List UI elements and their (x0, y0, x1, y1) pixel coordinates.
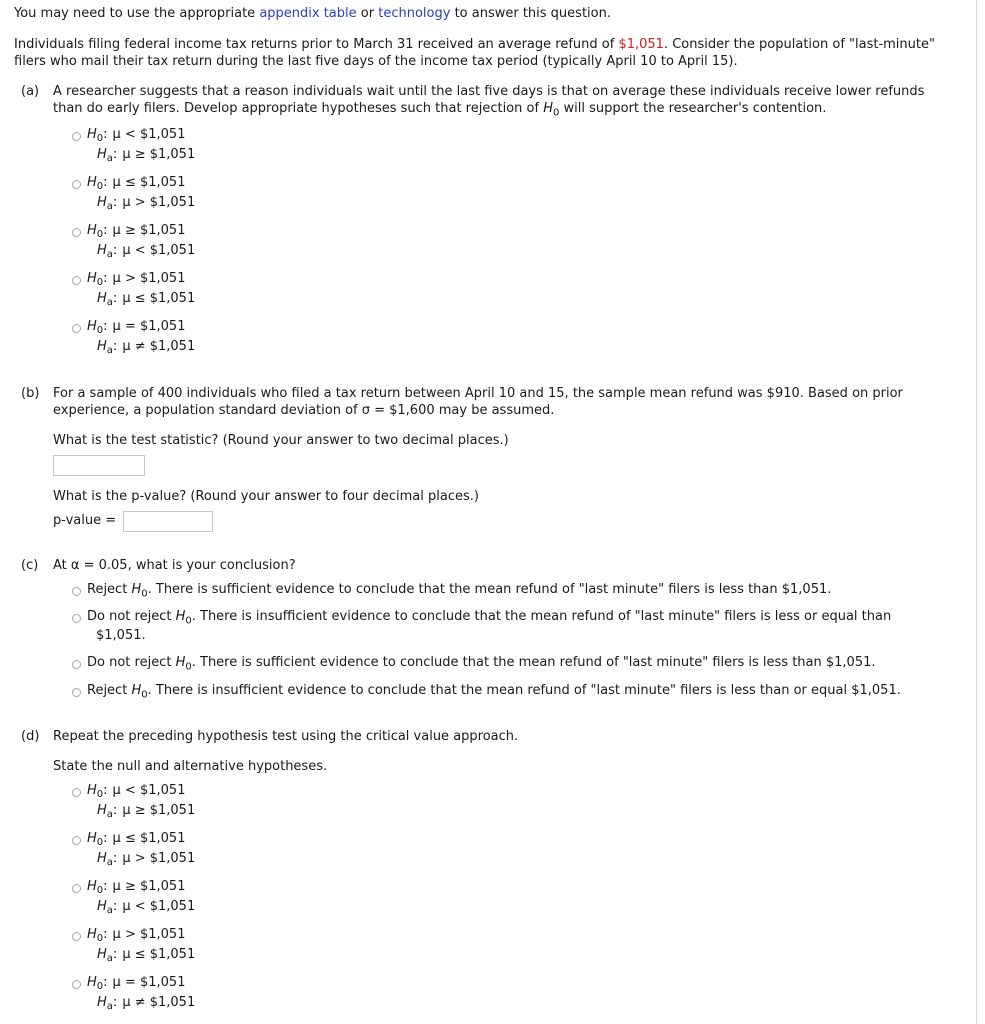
conclusion-text: . There is insufficient evidence to conclude that the mean refund of "last minute" filers is less than or equal $1,051. (147, 683, 901, 698)
h0-symbol: H (131, 683, 142, 698)
h0-subscript: 0 (96, 837, 104, 848)
page-right-border (976, 0, 977, 1024)
ha-symbol: H (97, 243, 107, 258)
intro-mid: or (360, 6, 375, 21)
h0-subscript: 0 (96, 325, 104, 336)
part-a-line2-pre: than do early filers. Develop appropriate hypotheses such that rejection of (53, 101, 540, 116)
ha-symbol: H (97, 947, 107, 962)
part-d-h0-line-2 (87, 831, 185, 848)
ha-symbol: H (97, 147, 107, 162)
ha-expression: μ > $1,051 (122, 851, 196, 866)
part-d-hypothesis-radio-3[interactable] (72, 884, 81, 893)
part-d-hypothesis-radio-4[interactable] (72, 932, 81, 941)
part-d-ha-line-3 (97, 899, 195, 916)
ha-expression: μ ≠ $1,051 (122, 995, 196, 1010)
ha-colon: : (112, 147, 118, 162)
part-c-label: (c) (21, 558, 39, 573)
h0-symbol: H (87, 783, 97, 798)
ha-symbol: H (97, 899, 107, 914)
part-a-ha-line-4 (97, 291, 195, 308)
problem-line-2: filers who mail their tax return during the last five days of the income tax period (typically April 10 to April 15). (14, 54, 738, 69)
part-d-ha-line-2 (97, 851, 195, 868)
h0-colon: : (103, 831, 108, 846)
ha-colon: : (112, 851, 118, 866)
part-d-ha-line-4 (97, 947, 195, 964)
ha-symbol: H (97, 291, 107, 306)
ha-colon: : (112, 243, 118, 258)
h0-symbol: H (175, 655, 186, 670)
h0-expression: μ = $1,051 (112, 975, 186, 990)
ha-expression: μ > $1,051 (122, 195, 196, 210)
conclusion-text: . There is insufficient evidence to conclude that the mean refund of "last minute" filers is less or equal than (191, 609, 892, 624)
problem-line1-post: . Consider the population of "last-minute" (663, 37, 935, 52)
part-b-line-1: For a sample of 400 individuals who filed a tax return between April 10 and 15, the sample mean refund was $910. Based on prior (53, 386, 903, 401)
part-a-hypothesis-radio-4[interactable] (72, 276, 81, 285)
ha-expression: μ ≤ $1,051 (122, 947, 196, 962)
h0-symbol: H (87, 319, 97, 334)
test-statistic-input[interactable] (53, 455, 145, 476)
part-d-h0-line-5 (87, 975, 185, 992)
p-value-input[interactable] (123, 511, 213, 532)
problem-line1-pre: Individuals filing federal income tax returns prior to March 31 received an average refund of (14, 37, 615, 52)
part-a-ha-line-5 (97, 339, 195, 356)
part-d-label: (d) (21, 729, 40, 744)
h0-symbol: H (87, 127, 97, 142)
ha-subscript: a (106, 297, 113, 308)
part-a-hypothesis-radio-1[interactable] (72, 132, 81, 141)
ha-subscript: a (106, 905, 113, 916)
h0-colon: : (103, 783, 108, 798)
ha-symbol: H (97, 851, 107, 866)
appendix-table-link[interactable]: appendix table (259, 6, 357, 21)
conclusion-radio-2[interactable] (72, 614, 81, 623)
ha-symbol: H (97, 339, 107, 354)
part-a-label: (a) (21, 84, 40, 99)
p-value-question: What is the p-value? (Round your answer to four decimal places.) (53, 489, 479, 504)
conclusion-radio-4[interactable] (72, 688, 81, 697)
ha-subscript: a (106, 809, 113, 820)
h0-colon: : (103, 271, 108, 286)
h0-colon: : (103, 319, 108, 334)
part-a-ha-line-3 (97, 243, 195, 260)
h0-expression: μ ≤ $1,051 (112, 175, 186, 190)
part-c-question: At α = 0.05, what is your conclusion? (53, 558, 296, 573)
h0-colon: : (103, 927, 108, 942)
part-a-h0-line-5 (87, 319, 185, 336)
conclusion-verb: Reject (87, 683, 128, 698)
part-d-h0-line-4 (87, 927, 185, 944)
p-value-label: p-value = (53, 513, 117, 528)
h0-expression: μ > $1,051 (112, 927, 186, 942)
ha-colon: : (112, 995, 118, 1010)
ha-symbol: H (97, 803, 107, 818)
ha-symbol: H (97, 195, 107, 210)
part-a-ha-line-2 (97, 195, 195, 212)
ha-subscript: a (106, 249, 113, 260)
part-a-hypothesis-radio-3[interactable] (72, 228, 81, 237)
intro-text (14, 6, 611, 21)
h0-subscript: 0 (141, 588, 148, 600)
ha-symbol: H (97, 995, 107, 1010)
h0-symbol: H (87, 975, 97, 990)
conclusion-text: . There is sufficient evidence to conclude that the mean refund of "last minute" filers is less than $1,051. (191, 655, 876, 670)
ha-colon: : (112, 195, 118, 210)
h0-subscript: 0 (185, 615, 192, 627)
h0-subscript: 0 (96, 789, 104, 800)
ha-subscript: a (106, 201, 113, 212)
h0-colon: : (103, 223, 108, 238)
technology-link[interactable]: technology (378, 6, 451, 21)
ha-subscript: a (106, 153, 113, 164)
part-b-line-2: experience, a population standard deviation of σ = $1,600 may be assumed. (53, 403, 555, 418)
h0-symbol: H (87, 879, 97, 894)
conclusion-radio-3[interactable] (72, 660, 81, 669)
h0-subscript: 0 (96, 277, 104, 288)
h0-colon: : (103, 127, 108, 142)
part-d-line-2: State the null and alternative hypotheses. (53, 759, 328, 774)
ha-expression: μ < $1,051 (122, 899, 196, 914)
part-a-line2-post: will support the researcher's contention. (563, 101, 827, 116)
ha-expression: μ ≤ $1,051 (122, 291, 196, 306)
refund-amount: $1,051 (618, 37, 664, 52)
ha-expression: μ ≠ $1,051 (122, 339, 196, 354)
h0-colon: : (103, 175, 108, 190)
h0-symbol: H (87, 175, 97, 190)
conclusion-radio-1[interactable] (72, 587, 81, 596)
h0-symbol: H (543, 101, 553, 116)
h0-symbol: H (87, 831, 97, 846)
h0-expression: μ ≥ $1,051 (112, 223, 186, 238)
ha-subscript: a (106, 953, 113, 964)
part-d-hypothesis-radio-1[interactable] (72, 788, 81, 797)
h0-expression: μ = $1,051 (112, 319, 186, 334)
ha-colon: : (112, 899, 118, 914)
part-a-h0-line-2 (87, 175, 185, 192)
h0-expression: μ ≥ $1,051 (112, 879, 186, 894)
h0-expression: μ ≤ $1,051 (112, 831, 186, 846)
part-d-line-1: Repeat the preceding hypothesis test using the critical value approach. (53, 729, 519, 744)
h0-symbol: H (131, 582, 142, 597)
part-a-hypothesis-radio-5[interactable] (72, 324, 81, 333)
h0-symbol: H (175, 609, 186, 624)
ha-colon: : (112, 339, 118, 354)
conclusion-text: . There is sufficient evidence to conclude that the mean refund of "last minute" filers is less than $1,051. (147, 582, 832, 597)
h0-subscript: 0 (96, 933, 104, 944)
ha-expression: μ ≥ $1,051 (122, 803, 196, 818)
h0-subscript: 0 (185, 661, 192, 673)
ha-colon: : (112, 291, 118, 306)
part-d-ha-line-1 (97, 803, 195, 820)
intro-post: to answer this question. (454, 6, 611, 21)
h0-symbol: H (87, 271, 97, 286)
conclusion-option-3 (87, 655, 876, 673)
ha-subscript: a (106, 345, 113, 356)
h0-expression: μ > $1,051 (112, 271, 186, 286)
conclusion-option-2 (87, 609, 891, 627)
h0-colon: : (103, 975, 108, 990)
part-a-ha-line-1 (97, 147, 195, 164)
ha-colon: : (112, 803, 118, 818)
h0-subscript: 0 (96, 981, 104, 992)
h0-subscript: 0 (96, 885, 104, 896)
part-d-h0-line-3 (87, 879, 185, 896)
part-a-h0-line-1 (87, 127, 185, 144)
h0-subscript: 0 (553, 107, 560, 119)
h0-subscript: 0 (96, 133, 104, 144)
part-d-h0-line-1 (87, 783, 185, 800)
ha-expression: μ ≥ $1,051 (122, 147, 196, 162)
part-d-hypothesis-radio-5[interactable] (72, 980, 81, 989)
part-a-line-1: A researcher suggests that a reason individuals wait until the last five days is that on average these individuals receive lower refunds (53, 84, 925, 99)
test-statistic-question: What is the test statistic? (Round your answer to two decimal places.) (53, 433, 509, 448)
h0-colon: : (103, 879, 108, 894)
conclusion-verb: Reject (87, 582, 128, 597)
h0-expression: μ < $1,051 (112, 127, 186, 142)
part-a-line-2 (53, 101, 826, 119)
ha-subscript: a (106, 1001, 113, 1012)
part-a-h0-line-4 (87, 271, 185, 288)
part-a-h0-line-3 (87, 223, 185, 240)
ha-subscript: a (106, 857, 113, 868)
h0-subscript: 0 (96, 229, 104, 240)
intro-pre: You may need to use the appropriate (14, 6, 256, 21)
ha-colon: : (112, 947, 118, 962)
h0-symbol: H (87, 223, 97, 238)
part-a-hypothesis-radio-2[interactable] (72, 180, 81, 189)
problem-line-1 (14, 37, 935, 52)
h0-subscript: 0 (96, 181, 104, 192)
part-d-hypothesis-radio-2[interactable] (72, 836, 81, 845)
conclusion-option-1 (87, 582, 831, 600)
conclusion-verb: Do not reject (87, 609, 172, 624)
ha-expression: μ < $1,051 (122, 243, 196, 258)
h0-subscript: 0 (141, 689, 148, 701)
conclusion-option-4 (87, 683, 901, 701)
conclusion-verb: Do not reject (87, 655, 172, 670)
h0-expression: μ < $1,051 (112, 783, 186, 798)
conclusion-option-2-continuation: $1,051. (96, 628, 146, 643)
part-d-ha-line-5 (97, 995, 195, 1012)
part-b-label: (b) (21, 386, 40, 401)
h0-symbol: H (87, 927, 97, 942)
